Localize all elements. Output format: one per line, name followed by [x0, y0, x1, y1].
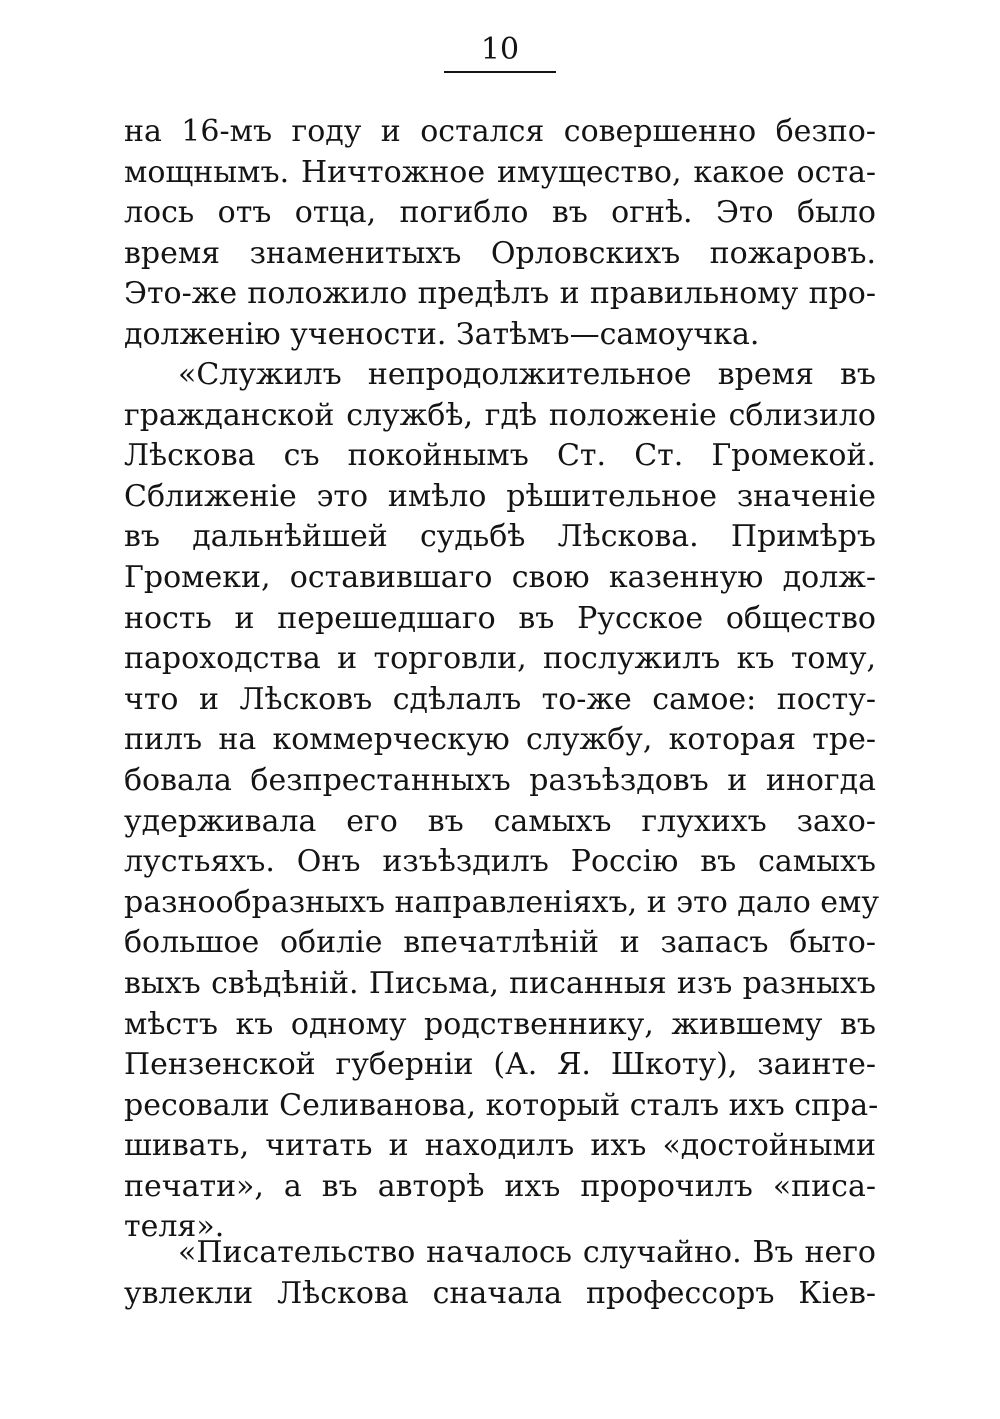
- text-line: бовала безпрестанныхъ разъѣздовъ и иногда: [124, 762, 876, 798]
- text-line: разнообразныхъ направленіяхъ, и это дало ему: [124, 884, 880, 920]
- text-line: «Служилъ непродолжительное время въ: [178, 357, 876, 392]
- text-line: выхъ свѣдѣній. Письма, писанныя изъ разныхъ: [124, 965, 876, 1001]
- page-number-rule: [444, 71, 556, 73]
- paragraph-1: [124, 112, 876, 356]
- text-line: лустьяхъ. Онъ изъѣздилъ Россію въ самыхъ: [124, 844, 876, 880]
- text-line: удерживала его въ самыхъ глухихъ захо-: [124, 803, 876, 839]
- text-line: Пензенской губерніи (А. Я. Шкоту), заинте-: [124, 1047, 876, 1083]
- text-line: Лѣскова съ покойнымъ Ст. Ст. Громекой.: [124, 438, 876, 474]
- text-line: мѣстъ къ одному родственнику, жившему въ: [124, 1006, 876, 1042]
- text-line: ресовали Селиванова, который сталъ ихъ спра-: [124, 1087, 879, 1123]
- page-number: 10: [480, 32, 520, 67]
- text-line: пароходства и торговли, послужилъ къ тому,: [124, 641, 876, 677]
- text-line: мощнымъ. Ничтожное имущество, какое оста-: [124, 154, 876, 190]
- text-line: ность и перешедшаго въ Русское общество: [124, 600, 876, 636]
- text-line: Громеки, оставившаго свою казенную долж-: [124, 559, 876, 595]
- text-line: большое обиліе впечатлѣній и запасъ быто-: [124, 925, 876, 961]
- text-line: лось отъ отца, погибло въ огнѣ. Это было: [124, 195, 876, 231]
- text-line: теля».: [124, 1209, 225, 1245]
- text-line: Это-же положило предѣлъ и правильному про-: [124, 276, 876, 312]
- text-line: время знаменитыхъ Орловскихъ пожаровъ.: [124, 235, 876, 271]
- text-line: на 16-мъ году и остался совершенно безпо-: [124, 114, 876, 149]
- text-line: что и Лѣсковъ сдѣлалъ то-же самое: посту-: [124, 681, 876, 717]
- text-line: въ дальнѣйшей судьбѣ Лѣскова. Примѣръ: [124, 519, 876, 555]
- paragraph-3: [124, 1233, 876, 1314]
- text-line: «Писательство началось случайно. Въ него: [178, 1235, 876, 1270]
- text-line: пилъ на коммерческую службу, которая тре-: [124, 722, 876, 758]
- text-line: увлекли Лѣскова сначала профессоръ Кіев-: [124, 1275, 876, 1311]
- text-line: шивать, читать и находилъ ихъ «достойными: [124, 1128, 876, 1164]
- text-line: печати», а въ авторѣ ихъ пророчилъ «писа-: [124, 1168, 876, 1204]
- paragraph-2: [124, 355, 880, 1248]
- text-line: гражданской службѣ, гдѣ положеніе сблизило: [124, 397, 876, 433]
- text-line: Сближеніе это имѣло рѣшительное значеніе: [124, 478, 876, 514]
- text-line: долженію учености. Затѣмъ—самоучка.: [124, 316, 760, 352]
